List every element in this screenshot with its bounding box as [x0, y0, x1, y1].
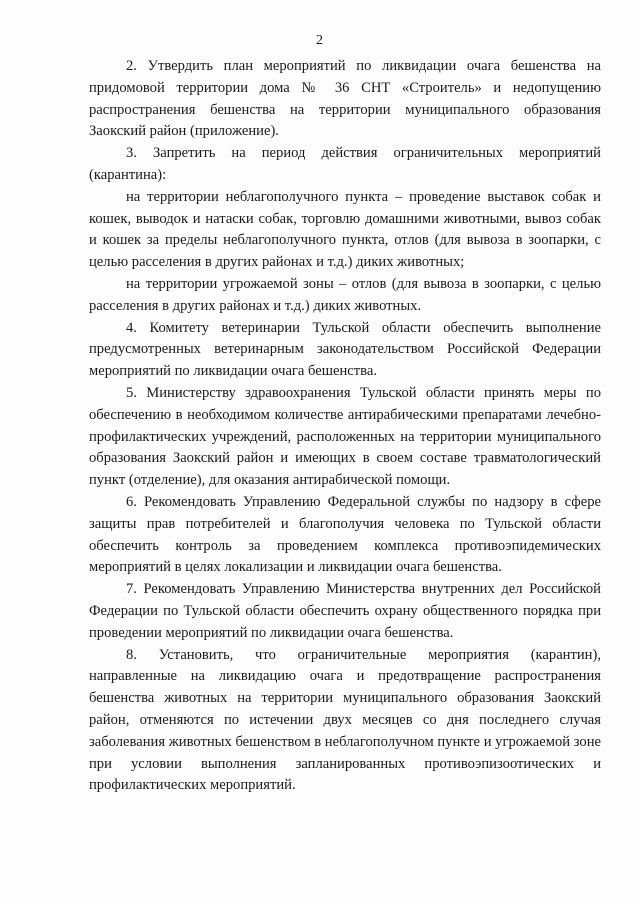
document-body: [89, 56, 601, 797]
paragraph-item-3-subitem-2: на территории угрожаемой зоны – отлов (для вывоза в зоопарки, с целью расселения в других районах и т.д.) диких животных.: [89, 275, 601, 314]
paragraph-item-8: 8. Установить, что ограничительные мероприятия (карантин), направленные на ликвидацию очага и предотвращение распространения бешенства животных на территории муниципального образования Заокский район, отменяются по истечении двух месяцев со дня последнего случая заболевания животных бешенством в неблагополучном пункте и угрожаемой зоне при условии выполнения запланированных противоэпизоотических и профилактических мероприятий.: [89, 646, 601, 794]
paragraph-item-6: 6. Рекомендовать Управлению Федеральной службы по надзору в сфере защиты прав потребителей и благополучия человека по Тульской области обеспечить контроль за проведением комплекса противоэпидемических мероприятий в целях локализации и ликвидации очага бешенства.: [89, 493, 601, 576]
paragraph-item-7: 7. Рекомендовать Управлению Министерства внутренних дел Российской Федерации по Тульской области обеспечить охрану общественного порядка при проведении мероприятий по ликвидации очага бешенства.: [89, 581, 601, 641]
paragraph-item-3: 3. Запретить на период действия ограничительных мероприятий (карантина):: [89, 145, 601, 183]
page-number: 2: [316, 33, 323, 48]
paragraph-item-3-subitem-1: на территории неблагополучного пункта – проведение выставок собак и кошек, выводок и натаски собак, торговлю домашними животными, вывоз собак и кошек за пределы неблагополучного пункта, отлов (для вывоза в зоопарки, с целью расселения в других районах и т.д.) диких животных;: [89, 188, 601, 271]
paragraph-item-5: 5. Министерству здравоохранения Тульской области принять меры по обеспечению в необходимом количестве антирабическими препаратами лечебно-профилактических учреждений, расположенных на территории муниципального образования Заокский район и имеющих в своем составе травматологический пункт (отделение), для оказания антирабической помощи.: [89, 384, 601, 489]
paragraph-item-4: 4. Комитету ветеринарии Тульской области обеспечить выполнение предусмотренных ветеринарным законодательством Российской Федерации мероприятий по ликвидации очага бешенства.: [89, 319, 601, 380]
paragraph-item-2: 2. Утвердить план мероприятий по ликвидации очага бешенства на придомовой территории дома № 36 СНТ «Строитель» и недопущению распространения бешенства на территории муниципального образования Заокский район (приложение).: [89, 58, 601, 140]
